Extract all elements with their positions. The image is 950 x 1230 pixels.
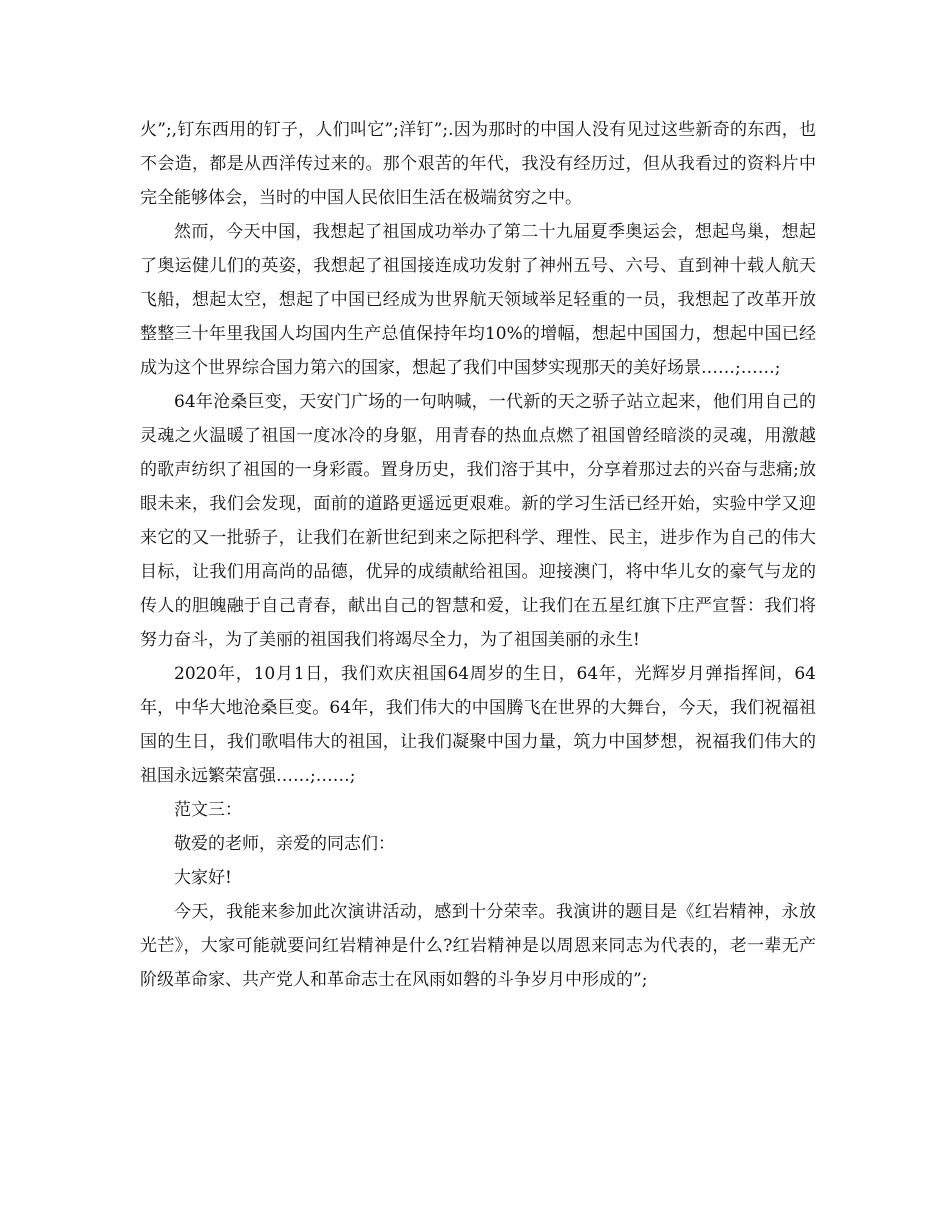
paragraph-4: 2020年，10月1日，我们欢庆祖国64周岁的生日，64年，光辉岁月弹指挥间，64年，中华大地沧桑巨变。64年，我们伟大的中国腾飞在世界的大舞台，今天，我们祝福祖国的生日，我们歌唱伟大的祖国，让我们凝聚中国力量，筑力中国梦想，祝福我们伟大的祖国永远繁荣富强……;……;: [140, 664, 816, 786]
paragraph-2: 然而，今天中国，我想起了祖国成功举办了第二十九届夏季奥运会，想起鸟巢，想起了奥运健儿们的英姿，我想起了祖国接连成功发射了神州五号、六号、直到神十载人航天飞船，想起太空，想起了中国已经成为世界航天领域举足轻重的一员，我想起了改革开放整整三十年里我国人均国内生产总值保持年均10%的增幅，想起中国国力，想起中国已经成为这个世界综合国力第六的国家，想起了我们中国梦实现那天的美好场景……;……;: [140, 222, 816, 378]
paragraph-3: 64年沧桑巨变，天安门广场的一句呐喊，一代新的天之骄子站立起来，他们用自己的灵魂之火温暖了祖国一度冰冷的身躯，用青春的热血点燃了祖国曾经暗淡的灵魂，用激越的歌声纺织了祖国的一身彩霞。置身历史，我们溶于其中，分享着那过去的兴奋与悲痛;放眼未来，我们会发现，面前的道路更遥远更艰难。新的学习生活已经开始，实验中学又迎来它的又一批骄子，让我们在新世纪到来之际把科学、理性、民主，进步作为自己的伟大目标，让我们用高尚的品德，优异的成绩献给祖国。迎接澳门，将中华儿女的豪气与龙的传人的胆魄融于自己青春，献出自己的智慧和爱，让我们在五星红旗下庄严宣誓：我们将努力奋斗，为了美丽的祖国我们将竭尽全力，为了祖国美丽的永生!: [140, 392, 816, 650]
paragraph-1: 火”;,钉东西用的钉子，人们叫它”;洋钉”;.因为那时的中国人没有见过这些新奇的东西，也不会造，都是从西洋传过来的。那个艰苦的年代，我没有经历过，但从我看过的资料片中完全能够体会，当时的中国人民依旧生活在极端贫穷之中。: [140, 120, 816, 208]
greeting: 大家好!: [174, 868, 232, 888]
paragraph-5: 今天，我能来参加此次演讲活动，感到十分荣幸。我演讲的题目是《红岩精神，永放光芒》，大家可能就要问红岩精神是什么?红岩精神是以周恩来同志为代表的，老一辈无产阶级革命家、共产党人和革命志士在风雨如磐的斗争岁月中形成的”;: [140, 902, 816, 990]
section-heading: 范文三：: [174, 800, 242, 820]
document-body: [140, 113, 816, 997]
salutation: 敬爱的老师，亲爱的同志们：: [174, 834, 395, 854]
